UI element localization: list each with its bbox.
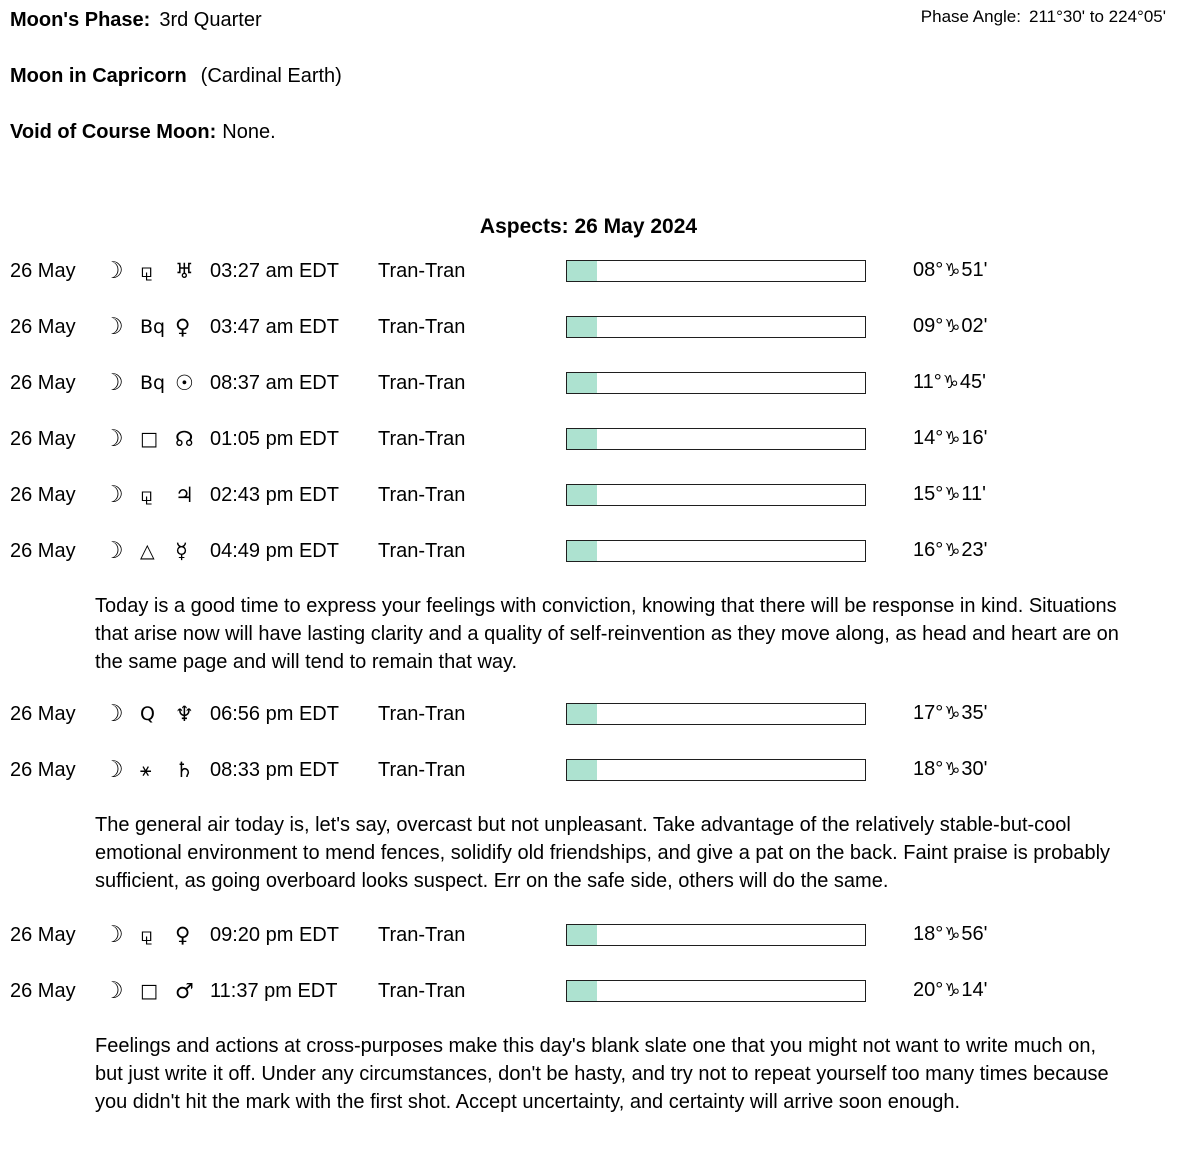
moon-position — [913, 976, 1177, 1005]
aspect-type: Tran-Tran — [378, 539, 466, 562]
aspect-type: Tran-Tran — [378, 371, 466, 394]
degree-value: 09° — [913, 315, 944, 337]
orb-progress-fill — [567, 317, 597, 337]
capricorn-icon: ♑ — [944, 924, 961, 945]
orb-progress-bar — [566, 316, 866, 338]
minute-value: 45' — [959, 371, 986, 393]
aspect-type: Tran-Tran — [378, 483, 466, 506]
moon-position — [913, 480, 1177, 509]
jupiter-icon: ♃ — [175, 482, 194, 507]
aspect-date: 26 May — [10, 371, 76, 394]
orb-progress-bar — [566, 540, 866, 562]
minute-value: 02' — [961, 315, 988, 337]
mercury-icon: ☿ — [175, 538, 188, 563]
capricorn-icon: ♑ — [944, 703, 961, 724]
aspect-row — [10, 920, 1177, 948]
aspect-type: Tran-Tran — [378, 427, 466, 450]
aspect-interpretation: Today is a good time to express your feelings with conviction, knowing that there will be response in kind. Situations that arise now will have lasting clarity and a quality of self-reinvention as they move along, as head and heart are on the same page and will tend to remain that way. — [95, 595, 1119, 673]
aspect-row — [10, 536, 1177, 564]
aspect-row — [10, 256, 1177, 284]
minute-value: 16' — [961, 427, 988, 449]
aspect-date: 26 May — [10, 427, 76, 450]
degree-value: 18° — [913, 758, 944, 780]
orb-progress-bar — [566, 703, 866, 725]
degree-value: 08° — [913, 259, 944, 281]
orb-progress-fill — [567, 981, 597, 1001]
venus-icon: ♀ — [175, 922, 191, 947]
aspect-time: 09:20 pm EDT — [210, 923, 339, 946]
capricorn-icon: ♑ — [944, 484, 961, 505]
orb-progress-bar — [566, 372, 866, 394]
moon-sign-label: Moon in Capricorn — [10, 65, 187, 87]
moon-position — [913, 699, 1177, 728]
moon-icon: ☽ — [103, 921, 124, 948]
aspect-type: Tran-Tran — [378, 758, 466, 781]
mars-icon: ♂ — [175, 978, 194, 1003]
phase-angle-label: Phase Angle: — [920, 7, 1021, 26]
aspect-time: 08:33 pm EDT — [210, 758, 339, 781]
orb-progress-fill — [567, 541, 597, 561]
phase-angle-value: 211°30' to 224°05' — [1029, 7, 1166, 26]
square-aspect-icon: □ — [140, 427, 158, 450]
orb-progress-fill — [567, 760, 597, 780]
aspect-time: 01:05 pm EDT — [210, 427, 339, 450]
sesquiquadrate-icon: ⚼ — [140, 483, 154, 506]
moon-icon: ☽ — [103, 700, 124, 727]
aspect-type: Tran-Tran — [378, 259, 466, 282]
aspect-time: 02:43 pm EDT — [210, 483, 339, 506]
aspect-type: Tran-Tran — [378, 702, 466, 725]
orb-progress-bar — [566, 980, 866, 1002]
moon-sign-note: (Cardinal Earth) — [200, 65, 342, 87]
void-of-course-label: Void of Course Moon: — [10, 121, 217, 143]
aspect-time: 11:37 pm EDT — [210, 979, 338, 1002]
venus-icon: ♀ — [175, 314, 191, 339]
aspect-date: 26 May — [10, 979, 76, 1002]
degree-value: 11° — [913, 371, 942, 393]
biquintile-icon: Bq — [140, 315, 166, 338]
aspect-type: Tran-Tran — [378, 979, 466, 1002]
moon-icon: ☽ — [103, 313, 124, 340]
capricorn-icon: ♑ — [944, 540, 961, 561]
moon-phase-label: Moon's Phase: — [10, 9, 151, 31]
orb-progress-bar — [566, 428, 866, 450]
aspect-type: Tran-Tran — [378, 315, 466, 338]
aspect-row — [10, 424, 1177, 452]
aspect-date: 26 May — [10, 483, 76, 506]
aspect-interpretation: The general air today is, let's say, overcast but not unpleasant. Take advantage of the relatively stable-but-cool emotional environment to mend fences, solidify old friendships, and give a pat on the back. Faint praise is probably sufficient, as going overboard looks suspect. Err on the safe side, others will do the same. — [95, 814, 1111, 892]
orb-progress-fill — [567, 373, 597, 393]
aspect-date: 26 May — [10, 259, 76, 282]
sun-icon: ☉ — [175, 370, 194, 395]
moon-position — [913, 536, 1177, 565]
degree-value: 14° — [913, 427, 944, 449]
moon-position — [913, 312, 1177, 341]
moon-icon: ☽ — [103, 369, 124, 396]
aspect-date: 26 May — [10, 923, 76, 946]
capricorn-icon: ♑ — [944, 428, 961, 449]
orb-progress-fill — [567, 429, 597, 449]
aspect-date: 26 May — [10, 539, 76, 562]
capricorn-icon: ♑ — [942, 372, 959, 393]
square-aspect-icon: □ — [140, 979, 158, 1002]
aspect-type: Tran-Tran — [378, 923, 466, 946]
aspect-time: 03:27 am EDT — [210, 259, 339, 282]
north-node-icon: ☊ — [175, 426, 194, 451]
degree-value: 18° — [913, 923, 944, 945]
moon-position — [913, 755, 1177, 784]
orb-progress-bar — [566, 484, 866, 506]
moon-position — [913, 256, 1177, 285]
aspect-interpretation: Feelings and actions at cross-purposes make this day's blank slate one that you might not want to write much on, but just write it off. Under any circumstances, don't be hasty, and try not to repeat yourself too many times because you didn't hit the mark with the first shot. Accept uncertainty, and certainty will arrive soon enough. — [95, 1035, 1109, 1113]
orb-progress-bar — [566, 924, 866, 946]
aspect-time: 04:49 pm EDT — [210, 539, 339, 562]
capricorn-icon: ♑ — [944, 980, 961, 1001]
trine-icon: △ — [140, 539, 155, 562]
orb-progress-fill — [567, 485, 597, 505]
phase-angle — [921, 6, 1166, 28]
moon-icon: ☽ — [103, 977, 124, 1004]
quintile-icon: Q — [140, 702, 155, 725]
neptune-icon: ♆ — [175, 701, 194, 726]
void-of-course-value: None. — [222, 121, 276, 143]
aspect-date: 26 May — [10, 758, 76, 781]
moon-position — [913, 424, 1177, 453]
aspect-row — [10, 368, 1177, 396]
sextile-icon: ⚹ — [140, 758, 152, 781]
aspects-title: Aspects: 26 May 2024 — [479, 215, 698, 238]
aspect-row — [10, 699, 1177, 727]
minute-value: 35' — [961, 702, 988, 724]
aspect-row — [10, 480, 1177, 508]
aspect-time: 03:47 am EDT — [210, 315, 339, 338]
aspect-row — [10, 976, 1177, 1004]
moon-icon: ☽ — [103, 257, 124, 284]
aspect-row — [10, 755, 1177, 783]
uranus-icon: ♅ — [175, 258, 194, 283]
moon-phase-value: 3rd Quarter — [159, 9, 262, 31]
aspect-time: 06:56 pm EDT — [210, 702, 339, 725]
degree-value: 20° — [913, 979, 944, 1001]
minute-value: 23' — [961, 539, 988, 561]
orb-progress-bar — [566, 759, 866, 781]
report-header — [0, 0, 1177, 144]
aspect-date: 26 May — [10, 702, 76, 725]
capricorn-icon: ♑ — [944, 316, 961, 337]
moon-position — [913, 368, 1177, 397]
orb-progress-bar — [566, 260, 866, 282]
moon-icon: ☽ — [103, 756, 124, 783]
orb-progress-fill — [567, 261, 597, 281]
moon-icon: ☽ — [103, 425, 124, 452]
minute-value: 14' — [961, 979, 988, 1001]
moon-icon: ☽ — [103, 481, 124, 508]
capricorn-icon: ♑ — [944, 759, 961, 780]
degree-value: 16° — [913, 539, 944, 561]
sesquiquadrate-icon: ⚼ — [140, 923, 154, 946]
orb-progress-fill — [567, 925, 597, 945]
minute-value: 11' — [961, 483, 986, 505]
degree-value: 17° — [913, 702, 944, 724]
minute-value: 30' — [961, 758, 988, 780]
aspect-time: 08:37 am EDT — [210, 371, 339, 394]
moon-icon: ☽ — [103, 537, 124, 564]
minute-value: 56' — [961, 923, 988, 945]
moon-position — [913, 920, 1177, 949]
saturn-icon: ♄ — [175, 757, 194, 782]
biquintile-icon: Bq — [140, 371, 166, 394]
degree-value: 15° — [913, 483, 944, 505]
orb-progress-fill — [567, 704, 597, 724]
void-of-course-line — [10, 120, 1177, 144]
capricorn-icon: ♑ — [944, 260, 961, 281]
minute-value: 51' — [961, 259, 988, 281]
moon-sign-line — [10, 64, 1177, 88]
aspect-date: 26 May — [10, 315, 76, 338]
aspect-row — [10, 312, 1177, 340]
sesquiquadrate-icon: ⚼ — [140, 259, 154, 282]
